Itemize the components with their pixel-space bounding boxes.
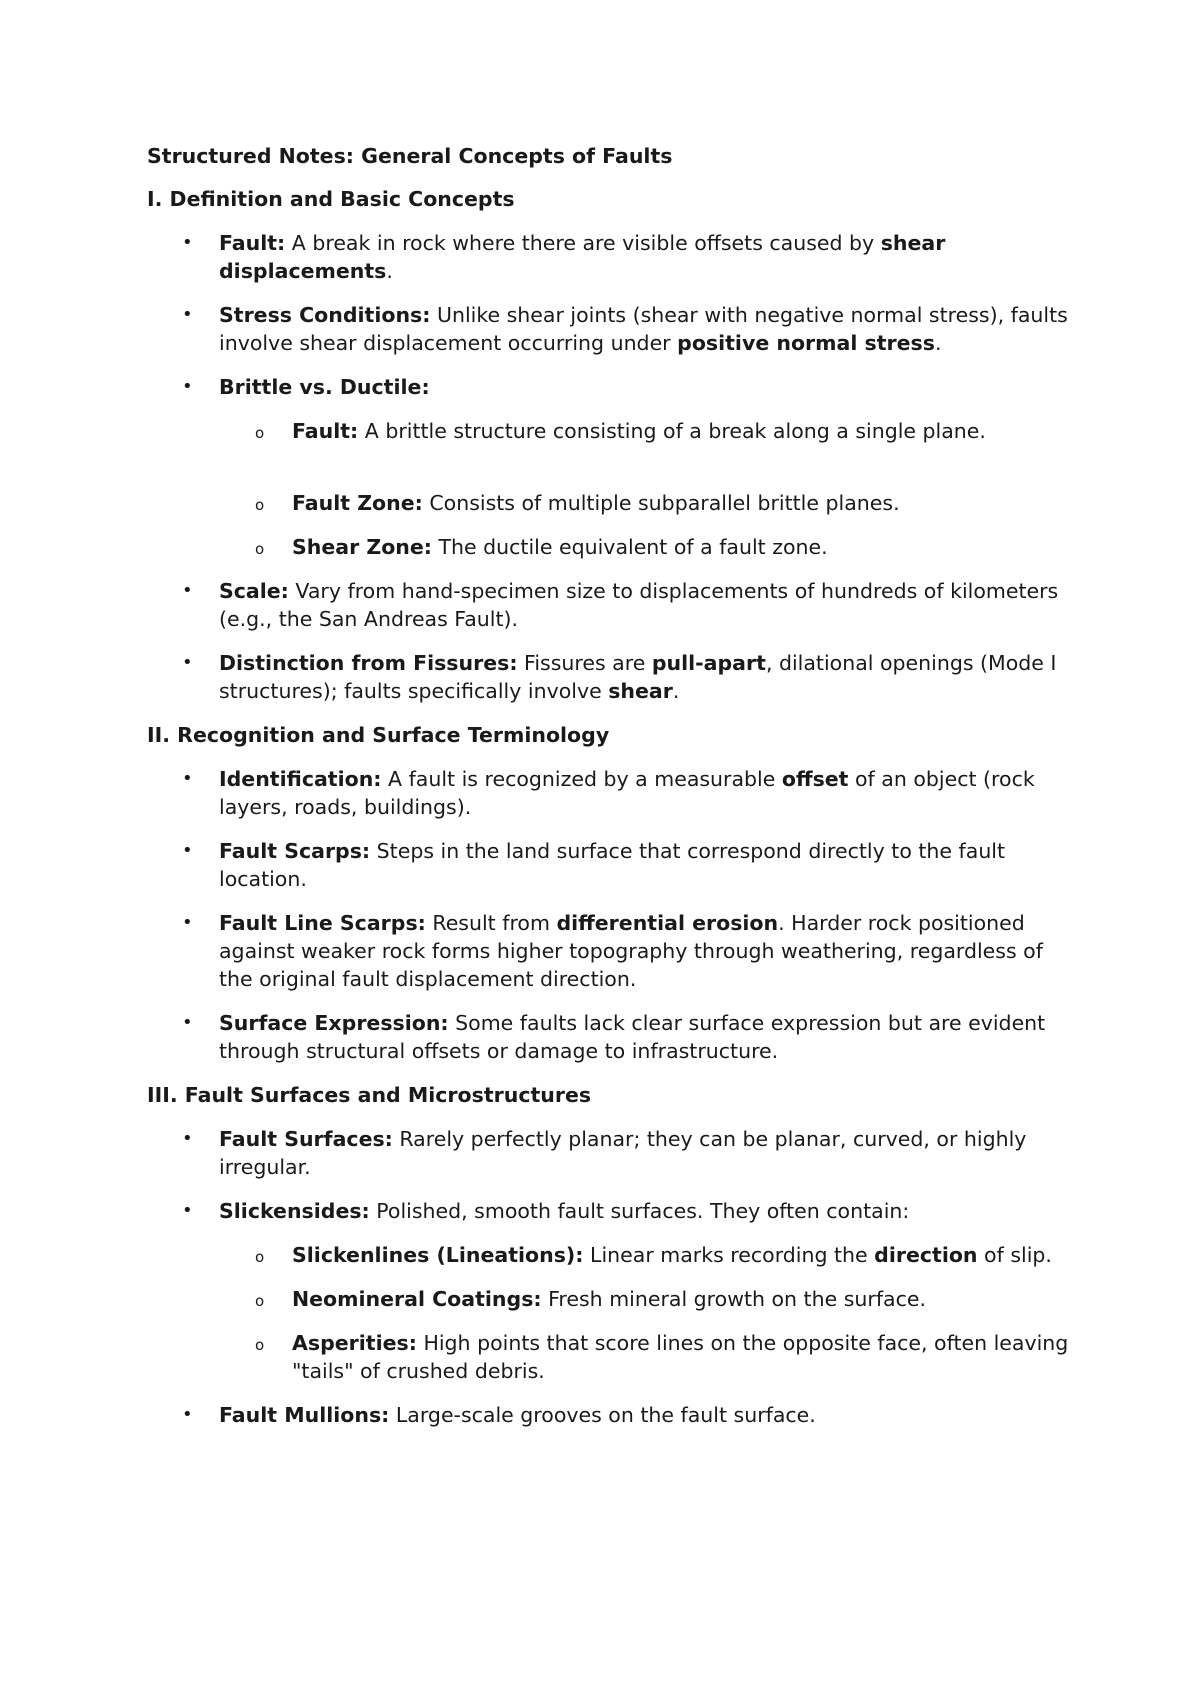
circle-bullet-icon: o (255, 1336, 265, 1354)
sub-item-text: High points that score lines on the opposite face, often leaving "tails" of crushed debris. (292, 1331, 1069, 1383)
bullet-icon: • (182, 304, 193, 325)
list-item (147, 765, 1077, 821)
sub-list-item (147, 1285, 1077, 1313)
sub-list (219, 417, 1077, 561)
section-heading: I. Definition and Basic Concepts (147, 187, 515, 211)
bullet-icon: • (182, 1200, 193, 1221)
list-item (147, 373, 1077, 561)
item-label: Fault Scarps: (219, 839, 371, 863)
item-label: Fault Line Scarps: (219, 911, 426, 935)
bold-term: positive normal stress (677, 331, 935, 355)
bullet-icon: • (182, 912, 193, 933)
sub-item-text: Linear marks recording the direction of slip. (583, 1243, 1052, 1267)
document-title: Structured Notes: General Concepts of Faults (147, 144, 673, 168)
sub-item-label: Asperities: (292, 1331, 417, 1355)
bullet-icon: • (182, 1128, 193, 1149)
sub-list-item (147, 1241, 1077, 1269)
list-item (147, 229, 1077, 285)
item-label: Identification: (219, 767, 382, 791)
bullet-icon: • (182, 1404, 193, 1425)
sub-item-text: Consists of multiple subparallel brittle planes. (422, 491, 900, 515)
sub-item-text: Fresh mineral growth on the surface. (541, 1287, 926, 1311)
sub-item-label: Slickenlines (Lineations): (292, 1243, 584, 1267)
list-item (147, 1197, 1077, 1385)
bullet-icon: • (182, 840, 193, 861)
item-label: Fault: (219, 231, 286, 255)
sub-item-label: Neomineral Coatings: (292, 1287, 542, 1311)
bullet-icon: • (182, 232, 193, 253)
bullet-list (147, 229, 1077, 705)
bullet-icon: • (182, 1012, 193, 1033)
circle-bullet-icon: o (255, 540, 265, 558)
list-item (147, 1009, 1077, 1065)
item-label: Fault Mullions: (219, 1403, 390, 1427)
sub-list-item (147, 417, 1077, 445)
item-text: A fault is recognized by a measurable offset of an object (rock layers, roads, buildings). (219, 767, 1035, 819)
item-label: Surface Expression: (219, 1011, 449, 1035)
item-text: Some faults lack clear surface expression but are evident through structural offsets or damage to infrastructure. (219, 1011, 1046, 1063)
item-label: Fault Surfaces: (219, 1127, 393, 1151)
notes-content (147, 142, 1077, 1445)
item-text: Fissures are pull-apart, dilational openings (Mode I structures); faults specifically involve shear. (219, 651, 1057, 703)
item-text: Steps in the land surface that correspond directly to the fault location. (219, 839, 1006, 891)
sub-item-text: A brittle structure consisting of a break along a single plane. (358, 419, 986, 443)
item-label: Slickensides: (219, 1199, 370, 1223)
sub-item-label: Shear Zone: (292, 535, 432, 559)
bullet-icon: • (182, 580, 193, 601)
sub-list-item (147, 533, 1077, 561)
bullet-icon: • (182, 652, 193, 673)
bold-term: offset (781, 767, 849, 791)
item-label: Stress Conditions: (219, 303, 431, 327)
list-item (147, 301, 1077, 357)
list-item (147, 837, 1077, 893)
circle-bullet-icon: o (255, 1292, 265, 1310)
list-item (147, 649, 1077, 705)
bold-term: shear (608, 679, 673, 703)
list-item (147, 909, 1077, 993)
item-text: Polished, smooth fault surfaces. They often contain: (369, 1199, 910, 1223)
bold-term: pull-apart (651, 651, 766, 675)
circle-bullet-icon: o (255, 1248, 265, 1266)
item-text: Unlike shear joints (shear with negative normal stress), faults involve shear displacement occurring under positive normal stress. (219, 303, 1068, 355)
item-text: Result from differential erosion. Harder rock positioned against weaker rock forms higher topography through weathering, regardless of the original fault displacement direction. (219, 911, 1043, 991)
item-label: Scale: (219, 579, 289, 603)
circle-bullet-icon: o (255, 496, 265, 514)
bold-term: shear displacements (219, 231, 946, 283)
sub-list-item (147, 489, 1077, 517)
section-heading: III. Fault Surfaces and Microstructures (147, 1083, 592, 1107)
item-label: Brittle vs. Ductile: (219, 375, 430, 399)
sub-item-label: Fault: (292, 419, 359, 443)
sub-item-text: The ductile equivalent of a fault zone. (432, 535, 828, 559)
item-label: Distinction from Fissures: (219, 651, 518, 675)
item-text: Rarely perfectly planar; they can be planar, curved, or highly irregular. (219, 1127, 1027, 1179)
item-text: A break in rock where there are visible offsets caused by shear displacements. (219, 231, 946, 283)
bullet-icon: • (182, 376, 193, 397)
item-text: Vary from hand-specimen size to displacements of hundreds of kilometers (e.g., the San Andreas Fault). (219, 579, 1059, 631)
bullet-icon: • (182, 768, 193, 789)
item-text: Large-scale grooves on the fault surface. (389, 1403, 816, 1427)
sub-item-label: Fault Zone: (292, 491, 423, 515)
circle-bullet-icon: o (255, 424, 265, 442)
bullet-list (147, 1125, 1077, 1429)
list-item (147, 1125, 1077, 1181)
list-item (147, 1401, 1077, 1429)
bold-term: direction (874, 1243, 978, 1267)
bullet-list (147, 765, 1077, 1065)
bold-term: differential erosion (556, 911, 779, 935)
sub-list (219, 1241, 1077, 1385)
section-heading: II. Recognition and Surface Terminology (147, 723, 610, 747)
sub-list-item (147, 1329, 1077, 1385)
list-item (147, 577, 1077, 633)
